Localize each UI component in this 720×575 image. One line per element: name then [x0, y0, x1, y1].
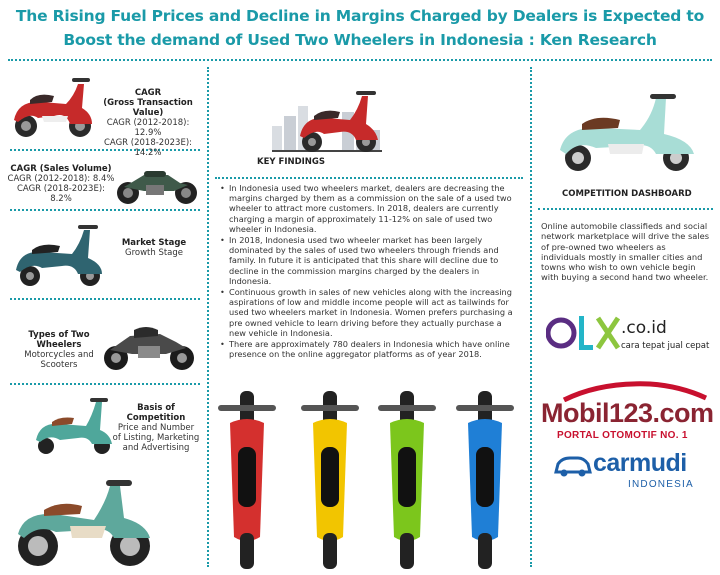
mobil123-tagline: PORTAL OTOMOTIF NO. 1 [557, 430, 688, 441]
title-line-2: Boost the demand of Used Two Wheelers in Indonesia : Ken Research [63, 31, 657, 49]
market-stage-value: Growth Stage [124, 248, 184, 258]
cafe-racer-image [100, 320, 200, 372]
types-heading-1: Types of Two [28, 330, 90, 340]
carmudi-car-icon [552, 452, 594, 478]
mint-scooter-image [552, 92, 702, 176]
left-divider-4 [10, 383, 200, 385]
page-title [0, 4, 720, 52]
cagr-gtv-value-1: CAGR (2012-2018): 12.9% [106, 118, 190, 138]
carmudi-logo-text: carmudi [593, 449, 687, 477]
finding-item: • Continuous growth in sales of new vehicles along with the increasing aspirations of low and middle income people will act as tailwinds for used two wheelers market in Indonesia. Women prefers purchasing a pre owned vehicle to learn driving before they actually purchase a new vehicle in Indonesia. [220, 287, 520, 338]
cub-motorcycle-image [10, 472, 160, 572]
olx-tagline: cara tepat jual cepat [621, 341, 710, 351]
mobil123-logo-text: Mobil123.com [541, 398, 714, 428]
left-divider-3 [10, 298, 200, 300]
key-findings-list [220, 183, 520, 360]
finding-item: • There are approximately 780 dealers in Indonesia which have online presence on the online aggregator platforms as of year 2018. [220, 339, 520, 359]
title-line-1: The Rising Fuel Prices and Decline in Margins Charged by Dealers is Expected to [15, 7, 705, 25]
competition-heading: COMPETITION DASHBOARD [562, 189, 692, 199]
cagr-volume-value-2: CAGR (2018-2023E): [17, 184, 105, 194]
types-value-2: Scooters [40, 360, 78, 370]
blue-scooter-image [12, 222, 106, 288]
cagr-volume-value-1: CAGR (2012-2018): 8.4% [7, 174, 115, 184]
cagr-gtv-block [92, 88, 204, 158]
left-divider-2 [10, 209, 200, 211]
vespa-image [30, 396, 116, 456]
market-stage-heading: Market Stage [121, 238, 187, 248]
competition-basis-block [108, 403, 204, 453]
motorcycles-top-view-image [210, 387, 530, 573]
olx-logo [546, 310, 622, 356]
competition-basis-heading-1: Basis of [137, 403, 175, 413]
header-divider [8, 59, 712, 61]
right-divider-1 [538, 208, 713, 210]
red-scooter-hero-image [296, 88, 382, 154]
cagr-volume-heading: CAGR (Sales Volume) [10, 164, 112, 174]
competition-basis-value-2: of Listing, Marketing [112, 433, 200, 443]
yellow-motorcycle-icon [301, 391, 359, 569]
competition-basis-value-1: Price and Number [117, 423, 195, 433]
competition-basis-heading-2: Competition [126, 413, 186, 423]
types-block [14, 330, 104, 370]
blue-motorcycle-icon [456, 391, 514, 569]
finding-item: • In 2018, Indonesia used two wheeler market has been largely dominated by the sales of used two wheelers through friends and family. In future it is anticipated that this share will decline due to decline in the commission margins charged by the dealers in Indonesia. [220, 235, 520, 286]
right-divider [530, 67, 532, 567]
cagr-gtv-heading-1: CAGR [134, 88, 162, 98]
cagr-gtv-heading-3: Value) [132, 108, 164, 118]
cagr-gtv-heading-2: (Gross Transaction [103, 98, 193, 108]
dark-motorcycle-image [114, 165, 200, 205]
green-motorcycle-icon [378, 391, 436, 569]
red-scooter-image [8, 74, 100, 140]
carmudi-subtitle: INDONESIA [628, 479, 694, 490]
types-heading-2: Wheelers [36, 340, 82, 350]
key-findings-heading: KEY FINDINGS [257, 157, 326, 167]
types-value-1: Motorcycles and [24, 350, 94, 360]
cagr-volume-block [6, 164, 116, 204]
red-motorcycle-icon [218, 391, 276, 569]
competition-basis-value-3: and Advertising [122, 443, 190, 453]
left-divider [207, 67, 209, 567]
finding-item: • In Indonesia used two wheelers market, dealers are decreasing the margins charged by them as a commission on the sale of a used two wheeler to attract more customers. In 2018, dealers are currently charging a margin of approximately 11-12% on sale of used two wheeler in Indonesia. [220, 183, 520, 234]
cagr-volume-value-3: 8.2% [50, 194, 72, 204]
market-stage-block [112, 238, 196, 258]
competition-text: Online automobile classifieds and social network marketplace will drive the sales of pre-owned two wheelers as individuals mostly in smaller cities and towns who wish to own vehicle begin with buying a second hand two wheeler. [541, 221, 710, 283]
cagr-gtv-value-2: CAGR (2018-2023E): 14.2% [104, 138, 192, 158]
center-divider [215, 177, 523, 179]
olx-suffix: .co.id [621, 318, 667, 338]
